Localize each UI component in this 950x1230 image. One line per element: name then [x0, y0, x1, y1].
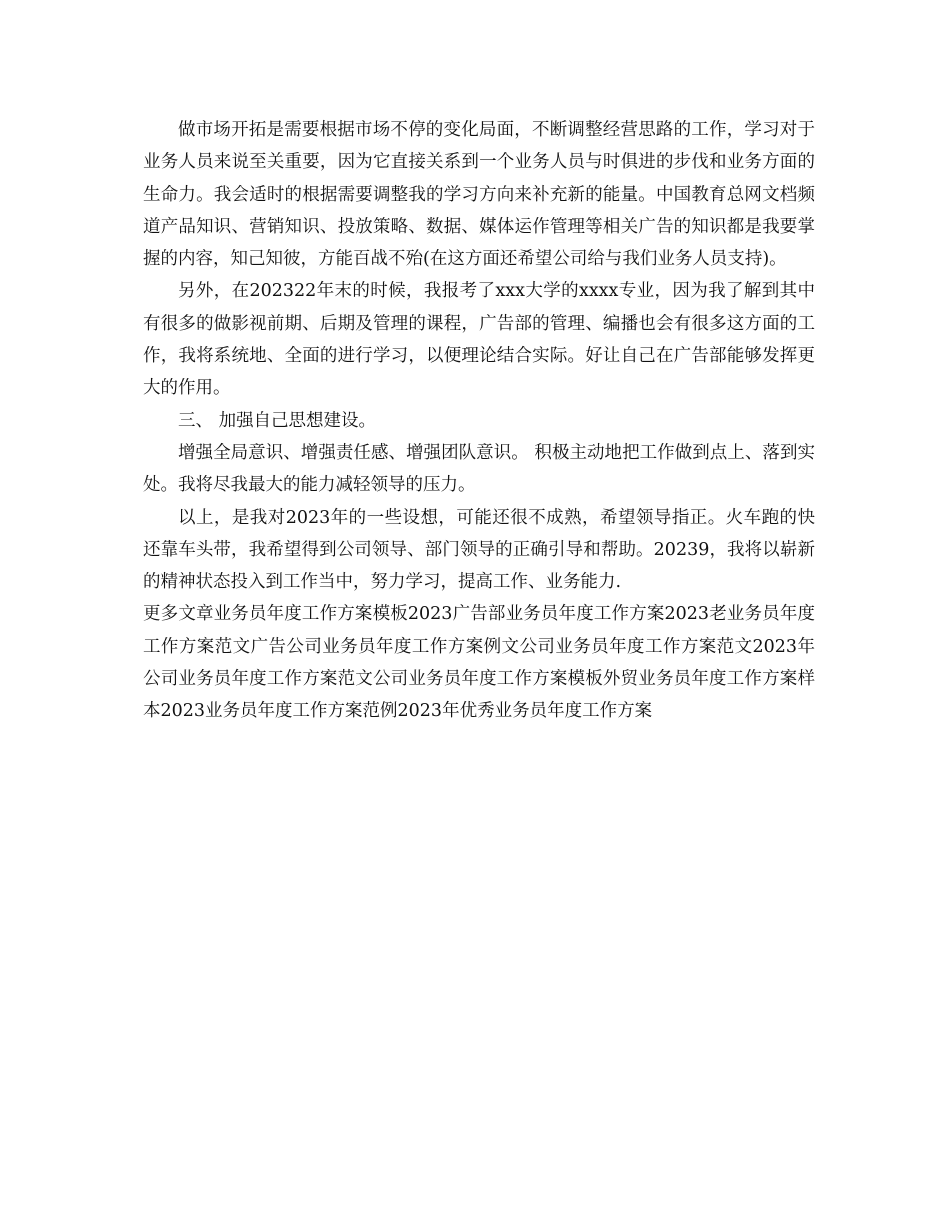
paragraph-further-study: 另外，在202322年末的时候，我报考了xxx大学的xxxx专业，因为我了解到其中有很多的做影视前期、后期及管理的课程，广告部的管理、编播也会有很多这方面的工作，我将系统地、全面的进行学习，以便理论结合实际。好让自己在广告部能够发挥更大的作用。 [143, 281, 815, 399]
document-body [143, 114, 815, 728]
more-articles-list: 更多文章业务员年度工作方案模板2023广告部业务员年度工作方案2023老业务员年度工作方案范文广告公司业务员年度工作方案例文公司业务员年度工作方案范文2023年公司业务员年度工作方案范文公司业务员年度工作方案模板外贸业务员年度工作方案样本2023业务员年度工作方案范例2023年优秀业务员年度工作方案 [143, 604, 815, 722]
paragraph-market-development: 做市场开拓是需要根据市场不停的变化局面，不断调整经营思路的工作，学习对于业务人员来说至关重要，因为它直接关系到一个业务人员与时俱进的步伐和业务方面的生命力。我会适时的根据需要调整我的学习方向来补充新的能量。中国教育总网文档频道产品知识、营销知识、投放策略、数据、媒体运作管理等相关广告的知识都是我要掌握的内容，知己知彼，方能百战不殆(在这方面还希望公司给与我们业务人员支持)。 [143, 120, 815, 270]
paragraph-conclusion: 以上，是我对2023年的一些设想，可能还很不成熟，希望领导指正。火车跑的快还靠车头带，我希望得到公司领导、部门领导的正确引导和帮助。20239，我将以崭新的精神状态投入到工作当中，努力学习，提高工作、业务能力. [143, 507, 815, 593]
section-heading-ideology: 三、 加强自己思想建设。 [178, 410, 377, 431]
paragraph-awareness: 增强全局意识、增强责任感、增强团队意识。 积极主动地把工作做到点上、落到实处。我将尽我最大的能力减轻领导的压力。 [143, 442, 815, 496]
